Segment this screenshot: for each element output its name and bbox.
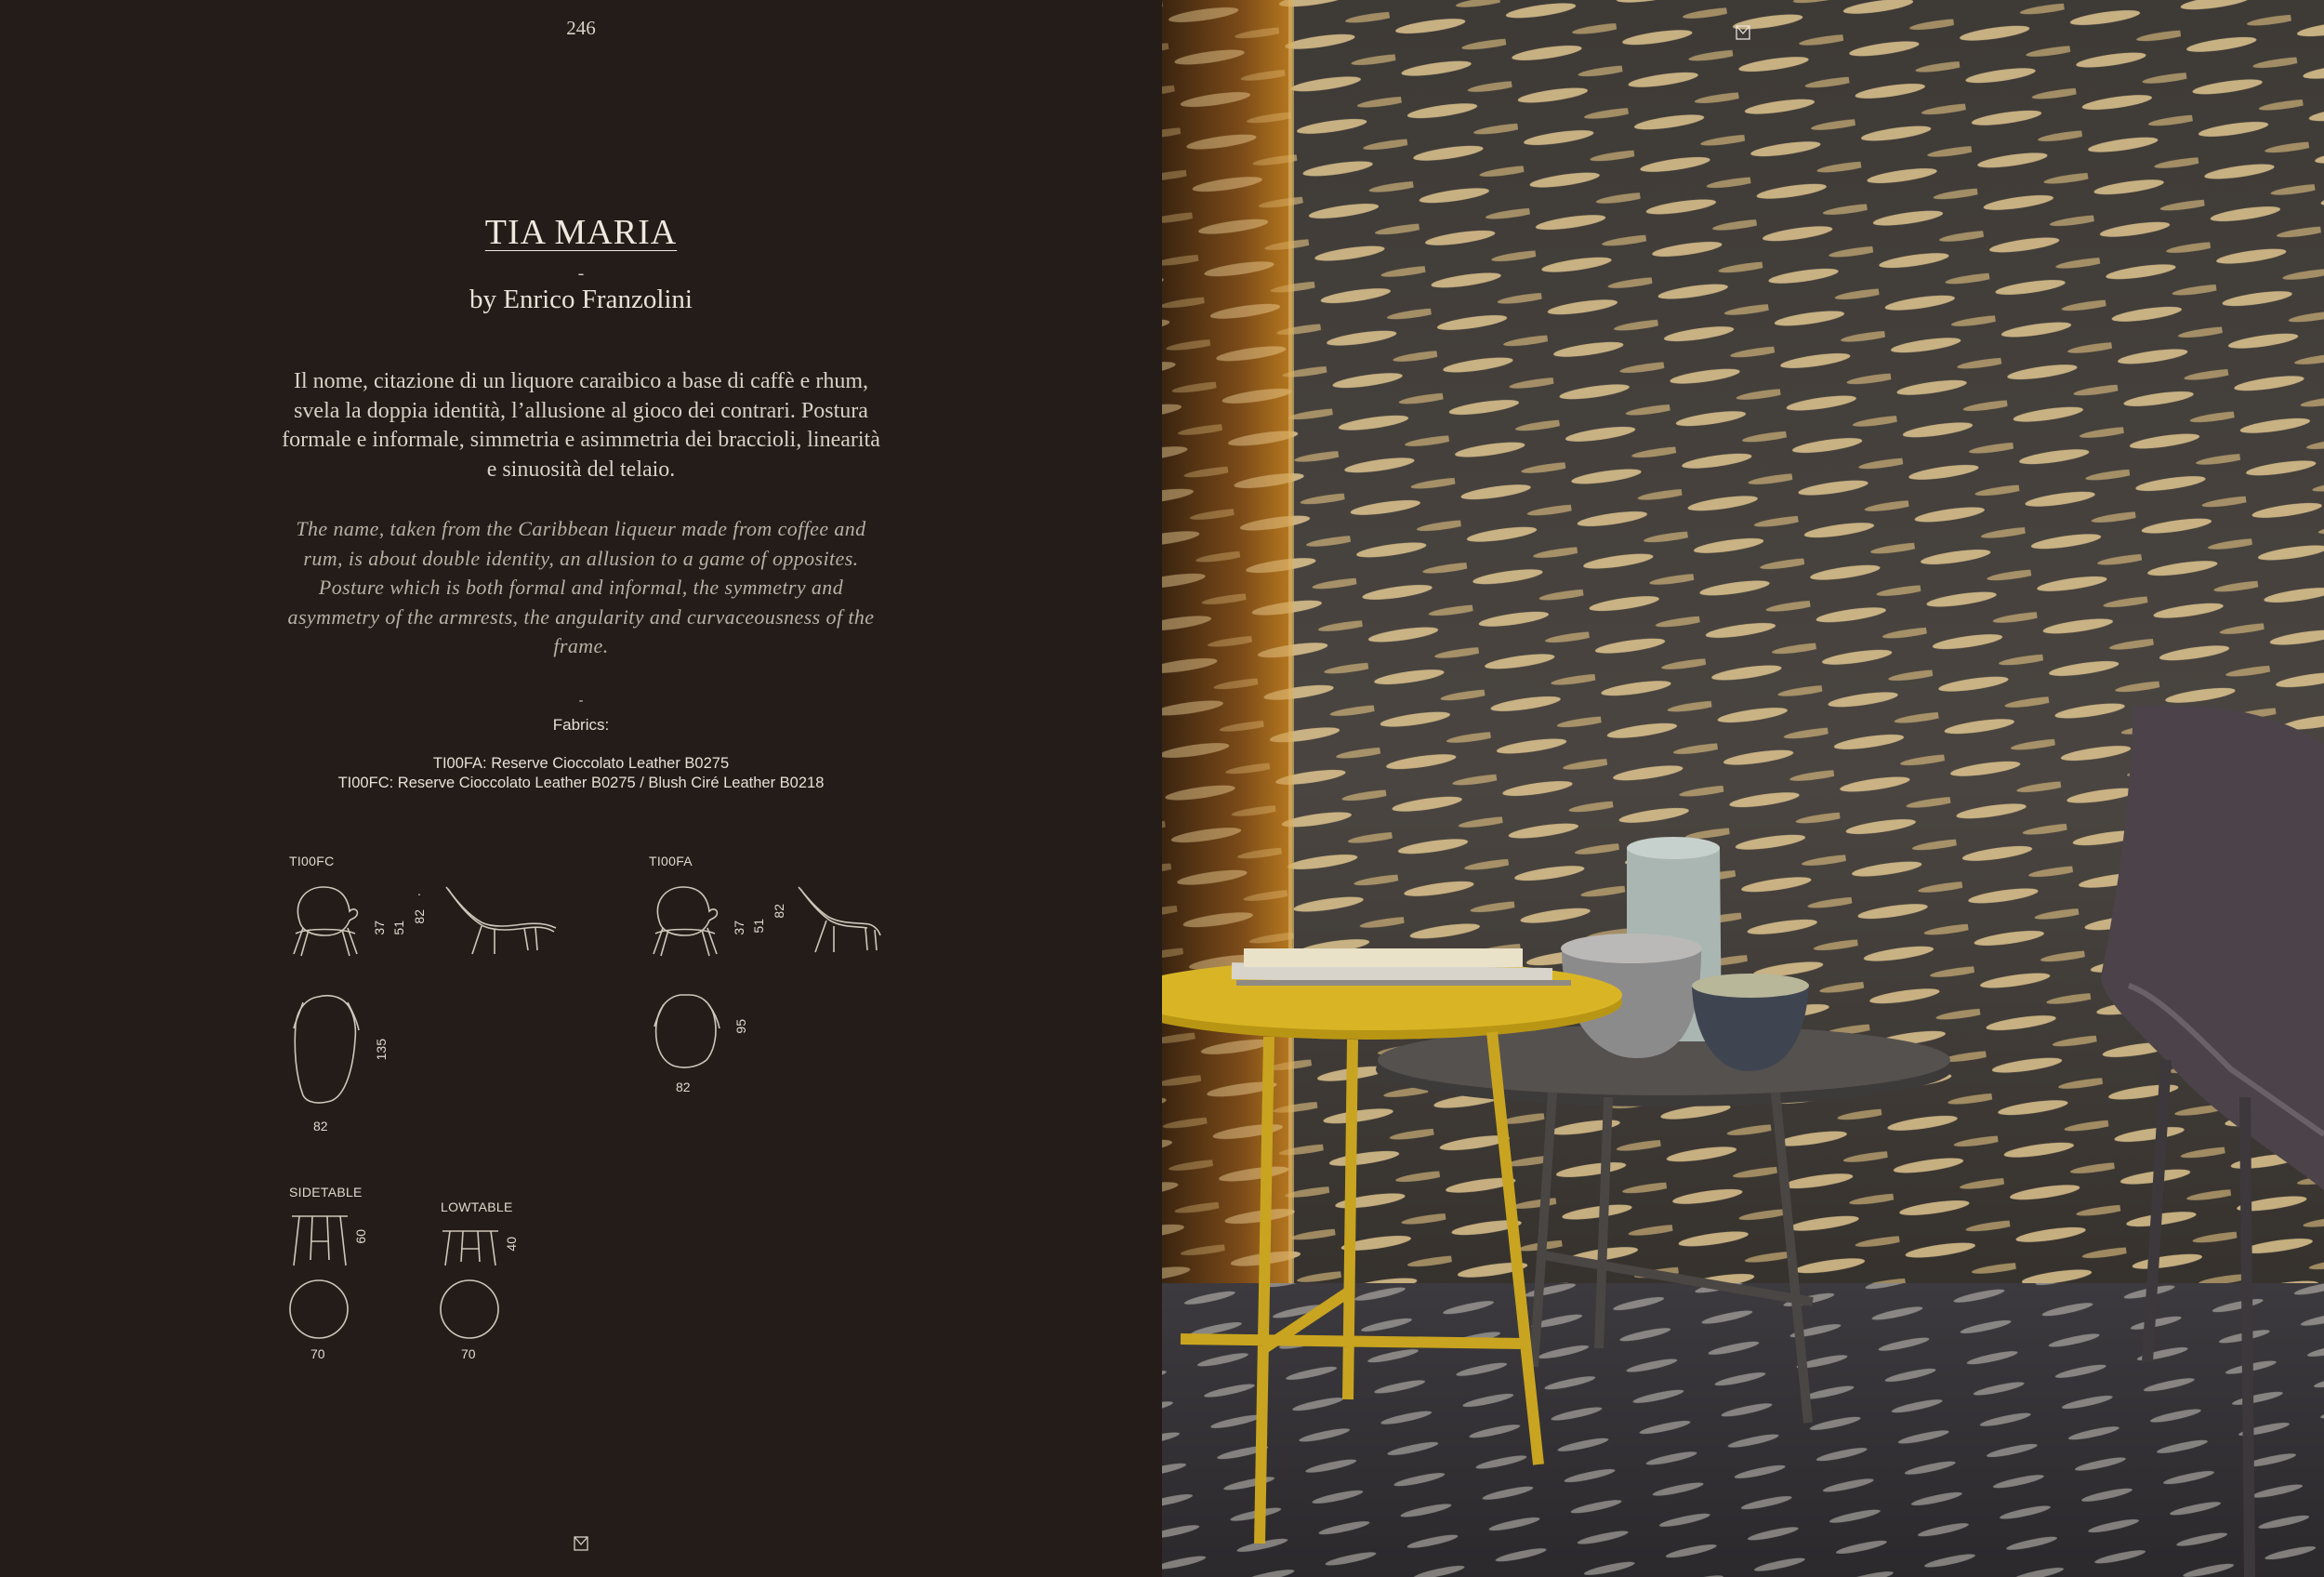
ti00fa-top-view xyxy=(651,991,725,1071)
ti00fa-width: 82 xyxy=(676,1080,691,1094)
title-dash: - xyxy=(577,263,585,284)
lowtable-height: 40 xyxy=(504,1237,519,1252)
ti00fc-height-arm: 51 xyxy=(391,921,406,935)
ti00fc-side-view xyxy=(444,883,561,958)
designer-byline: by Enrico Franzolini xyxy=(469,285,693,314)
ti00fc-height-seat: 37 xyxy=(372,921,387,935)
sidetable-height: 60 xyxy=(353,1229,368,1244)
photo-scene xyxy=(1162,0,2324,1577)
sidetable-elevation xyxy=(290,1213,350,1267)
brand-monogram-icon xyxy=(574,1536,588,1551)
sidetable-label: SIDETABLE xyxy=(289,1185,363,1199)
ti00fc-top-view xyxy=(290,993,364,1108)
fabrics-label: Fabrics: xyxy=(552,716,610,734)
ti00fc-front-view xyxy=(288,883,372,960)
lowtable-plan xyxy=(439,1279,500,1340)
ti00fc-label: TI00FC xyxy=(289,854,335,868)
ti00fc-height-total: 82 xyxy=(412,909,427,924)
ti00fa-height-arm: 51 xyxy=(751,919,766,934)
fabrics-dash: - xyxy=(578,693,584,709)
product-photo xyxy=(1162,0,2324,1577)
lowtable-label: LOWTABLE xyxy=(441,1199,513,1214)
fabric-line-ti00fa: TI00FA: Reserve Cioccolato Leather B0275 xyxy=(432,755,730,772)
ti00fc-width: 82 xyxy=(313,1119,328,1133)
sidetable-plan xyxy=(288,1279,350,1340)
ti00fa-front-view xyxy=(648,883,732,960)
product-title: TIA MARIA xyxy=(484,213,678,252)
lowtable-elevation xyxy=(441,1228,500,1267)
lowtable-diameter: 70 xyxy=(461,1346,476,1361)
ti00fa-height-total: 82 xyxy=(772,904,786,919)
sidetable-diameter: 70 xyxy=(310,1346,325,1361)
page-number: 246 xyxy=(566,17,596,39)
ti00fa-height-seat: 37 xyxy=(732,921,746,935)
fabric-line-ti00fc: TI00FC: Reserve Cioccolato Leather B0275 / Blush Ciré Leather B0218 xyxy=(337,775,825,791)
description-italian: Il nome, citazione di un liquore caraibico a base di caffè e rhum, svela la doppia identità, l’allusione al gioco dei contrari. Postura formale e informale, simmetria e asimmetria dei braccioli, linearità e sinuosità del telaio. xyxy=(282,369,880,482)
ti00fa-depth: 95 xyxy=(733,1019,748,1034)
left-page: 246 TIA MARIA - by Enrico Franzolini Il nome, citazione di un liquore caraibico a base di caffè e rhum, svela la doppia identità, l’allusione al gioco dei contrari. Postura formale e informale, simmetria e asimmetria dei braccioli, linearità e sinuosità del telaio. The name, taken from the Caribbean liqueur made from coffee and rum, is about double identity, an allusion to a game of opposites. Posture which is both formal and informal, the symmetry and asymmetry of the armrests, the angularity and curvaceousness of the frame. - Fabrics: TI00FA: Reserve Cioccolato Leather B0275 TI00FC: Reserve Cioccolato Leather B0275 / Blush Ciré Leather B0218 TI00FC . 37 51 82 135 82 TI00FA 37 51 82 95 82 SIDETABLE 60 70 LOWTABLE 40 70 xyxy=(0,0,1162,1577)
description-english: The name, taken from the Caribbean liqueur made from coffee and rum, is about double identity, an allusion to a game of opposites. Posture which is both formal and informal, the symmetry and asymmetry of the armrests, the angularity and curvaceousness of the frame. xyxy=(287,517,875,657)
ti00fa-label: TI00FA xyxy=(649,854,693,868)
ti00fc-depth: 135 xyxy=(374,1039,389,1061)
brand-monogram-icon xyxy=(1736,25,1750,40)
ti00fa-side-view xyxy=(797,883,882,958)
